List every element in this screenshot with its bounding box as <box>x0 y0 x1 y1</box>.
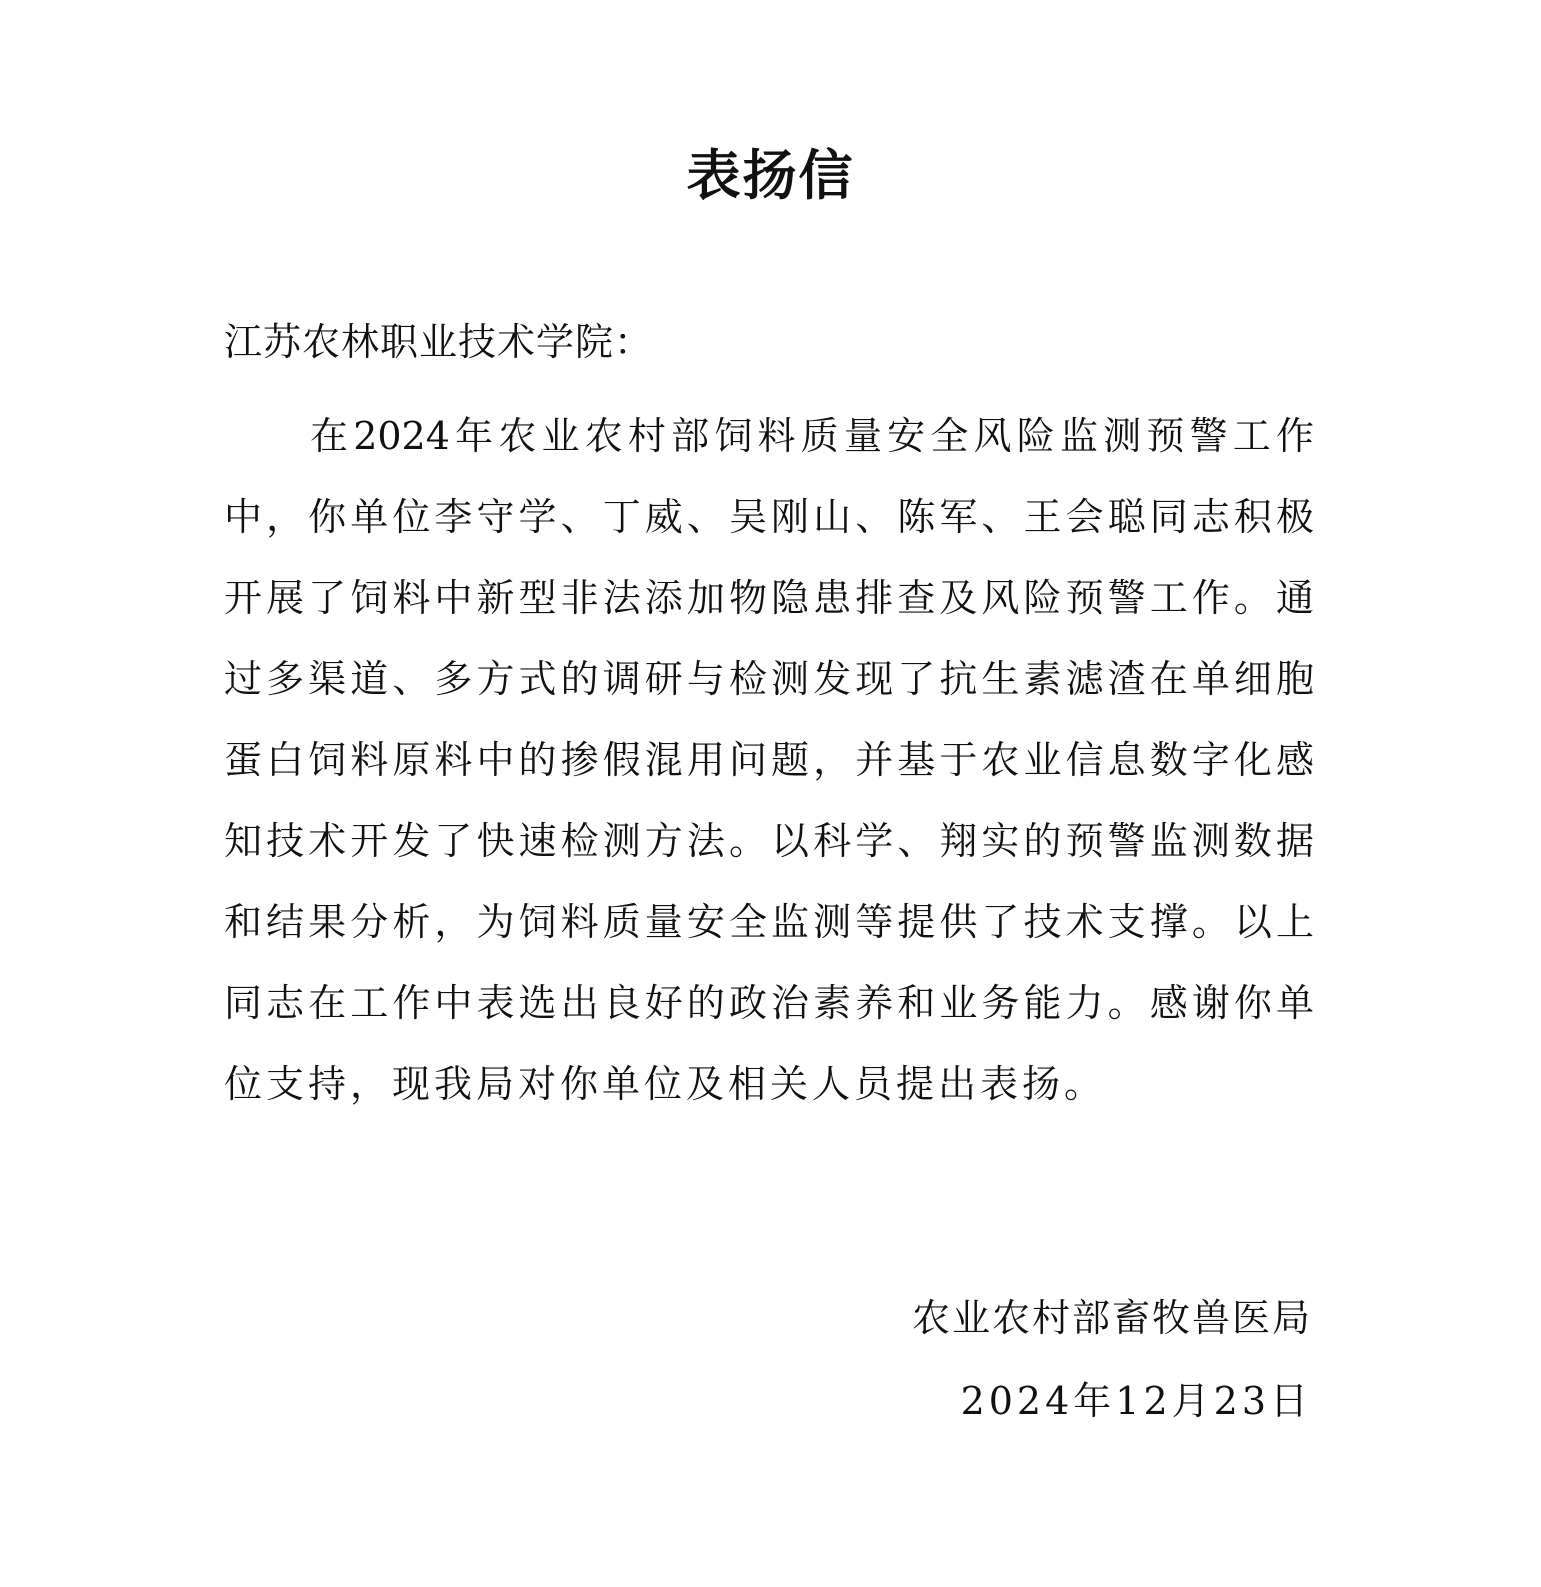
body-line: 中，你单位李守学、丁威、吴刚山、陈军、王会聪同志积极 <box>224 495 1314 539</box>
body-line: 蛋白饲料原料中的掺假混用问题，并基于农业信息数字化感 <box>224 738 1314 782</box>
letter-date: 2024年12月23日 <box>960 1379 1312 1423</box>
body-line: 知技术开发了快速检测方法。以科学、翔实的预警监测数据 <box>224 819 1314 863</box>
sender-signature: 农业农村部畜牧兽医局 <box>911 1296 1312 1340</box>
body-line: 在2024年农业农村部饲料质量安全风险监测预警工作 <box>310 414 1314 458</box>
letter-title: 表扬信 <box>686 144 855 207</box>
body-line: 和结果分析，为饲料质量安全监测等提供了技术支撑。以上 <box>224 900 1314 944</box>
salutation: 江苏农林职业技术学院： <box>224 320 654 364</box>
body-line: 同志在工作中表选出良好的政治素养和业务能力。感谢你单 <box>224 981 1314 1025</box>
body-line: 位支持，现我局对你单位及相关人员提出表扬。 <box>224 1062 1107 1106</box>
body-line: 过多渠道、多方式的调研与检测发现了抗生素滤渣在单细胞 <box>224 657 1314 701</box>
letter-body <box>224 396 1314 1125</box>
body-line: 开展了饲料中新型非法添加物隐患排查及风险预警工作。通 <box>224 576 1314 620</box>
